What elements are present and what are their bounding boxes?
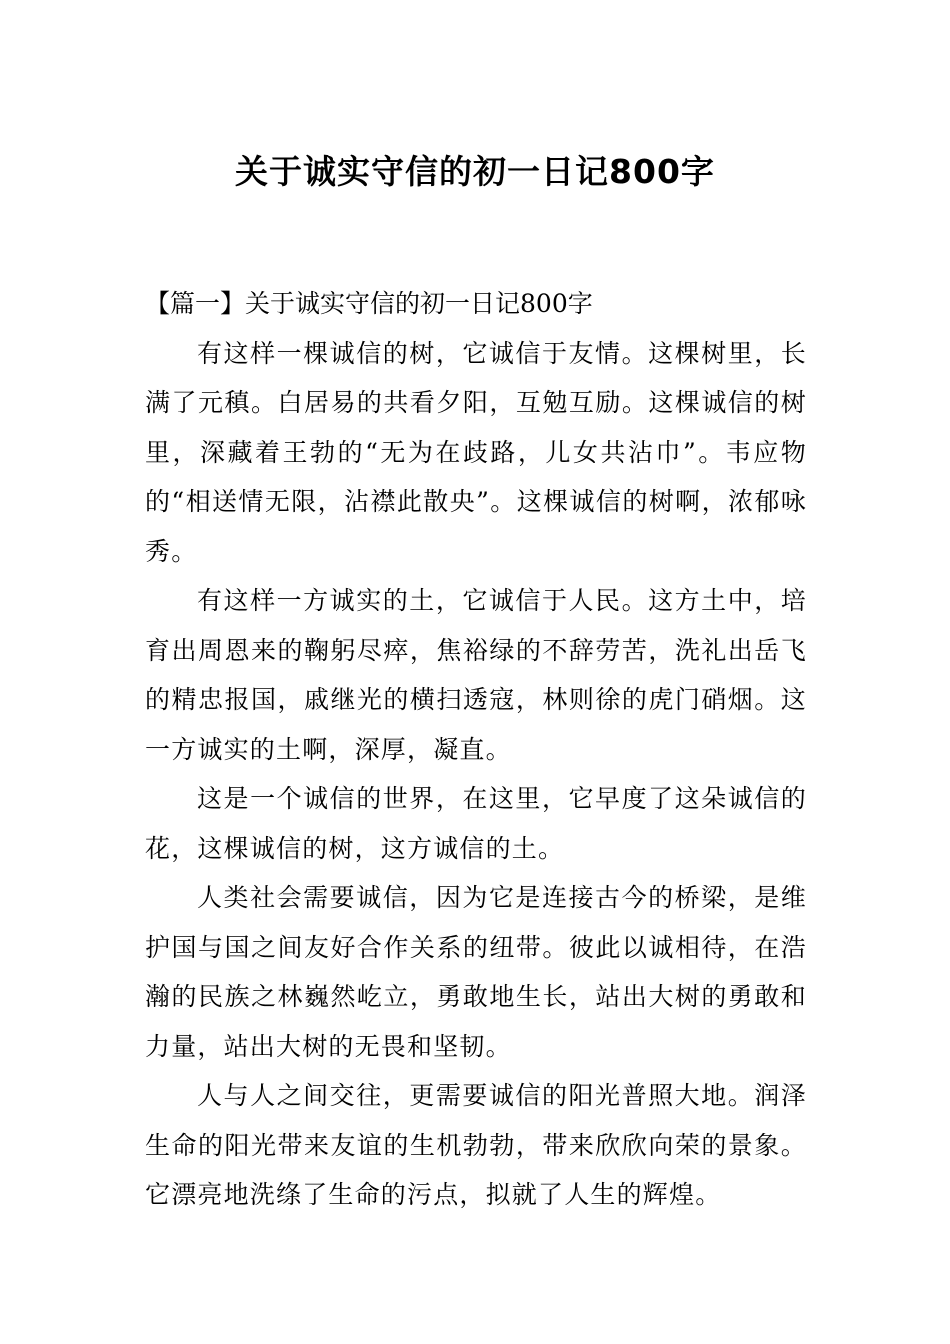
paragraph-2: 有这样一方诚实的土，它诚信于人民。这方土中，培育出周恩来的鞠躬尽瘁，焦裕绿的不辞劳苦，洗礼出岳飞的精忠报国，戚继光的横扫透寇，林则徐的虎门硝烟。这一方诚实的土啊，深厚，凝直。 bbox=[145, 586, 807, 764]
paragraph-4: 人类社会需要诚信，因为它是连接古今的桥梁，是维护国与国之间友好合作关系的纽带。彼此以诚相待，在浩瀚的民族之林巍然屹立，勇敢地生长，站出大树的勇敢和力量，站出大树的无畏和坚韧。 bbox=[145, 883, 807, 1061]
section-heading: 【篇一】关于诚实守信的初一日记800字 bbox=[145, 289, 593, 318]
document-title: 关于诚实守信的初一日记800字 bbox=[235, 152, 715, 192]
paragraph-3: 这是一个诚信的世界，在这里，它早度了这朵诚信的花，这棵诚信的树，这方诚信的土。 bbox=[145, 784, 807, 863]
document-body bbox=[145, 279, 807, 1220]
paragraph-5: 人与人之间交往，更需要诚信的阳光普照大地。润泽生命的阳光带来友谊的生机勃勃，带来欣欣向荣的景象。它漂亮地洗绦了生命的污点，拟就了人生的辉煌。 bbox=[145, 1081, 807, 1209]
paragraph-1: 有这样一棵诚信的树，它诚信于友情。这棵树里，长满了元稹。白居易的共看夕阳，互勉互励。这棵诚信的树里，深藏着王勃的“无为在歧路，儿女共沾巾”。韦应物的“相送情无限，沾襟此散央”。这棵诚信的树啊，浓郁咏秀。 bbox=[145, 338, 807, 566]
